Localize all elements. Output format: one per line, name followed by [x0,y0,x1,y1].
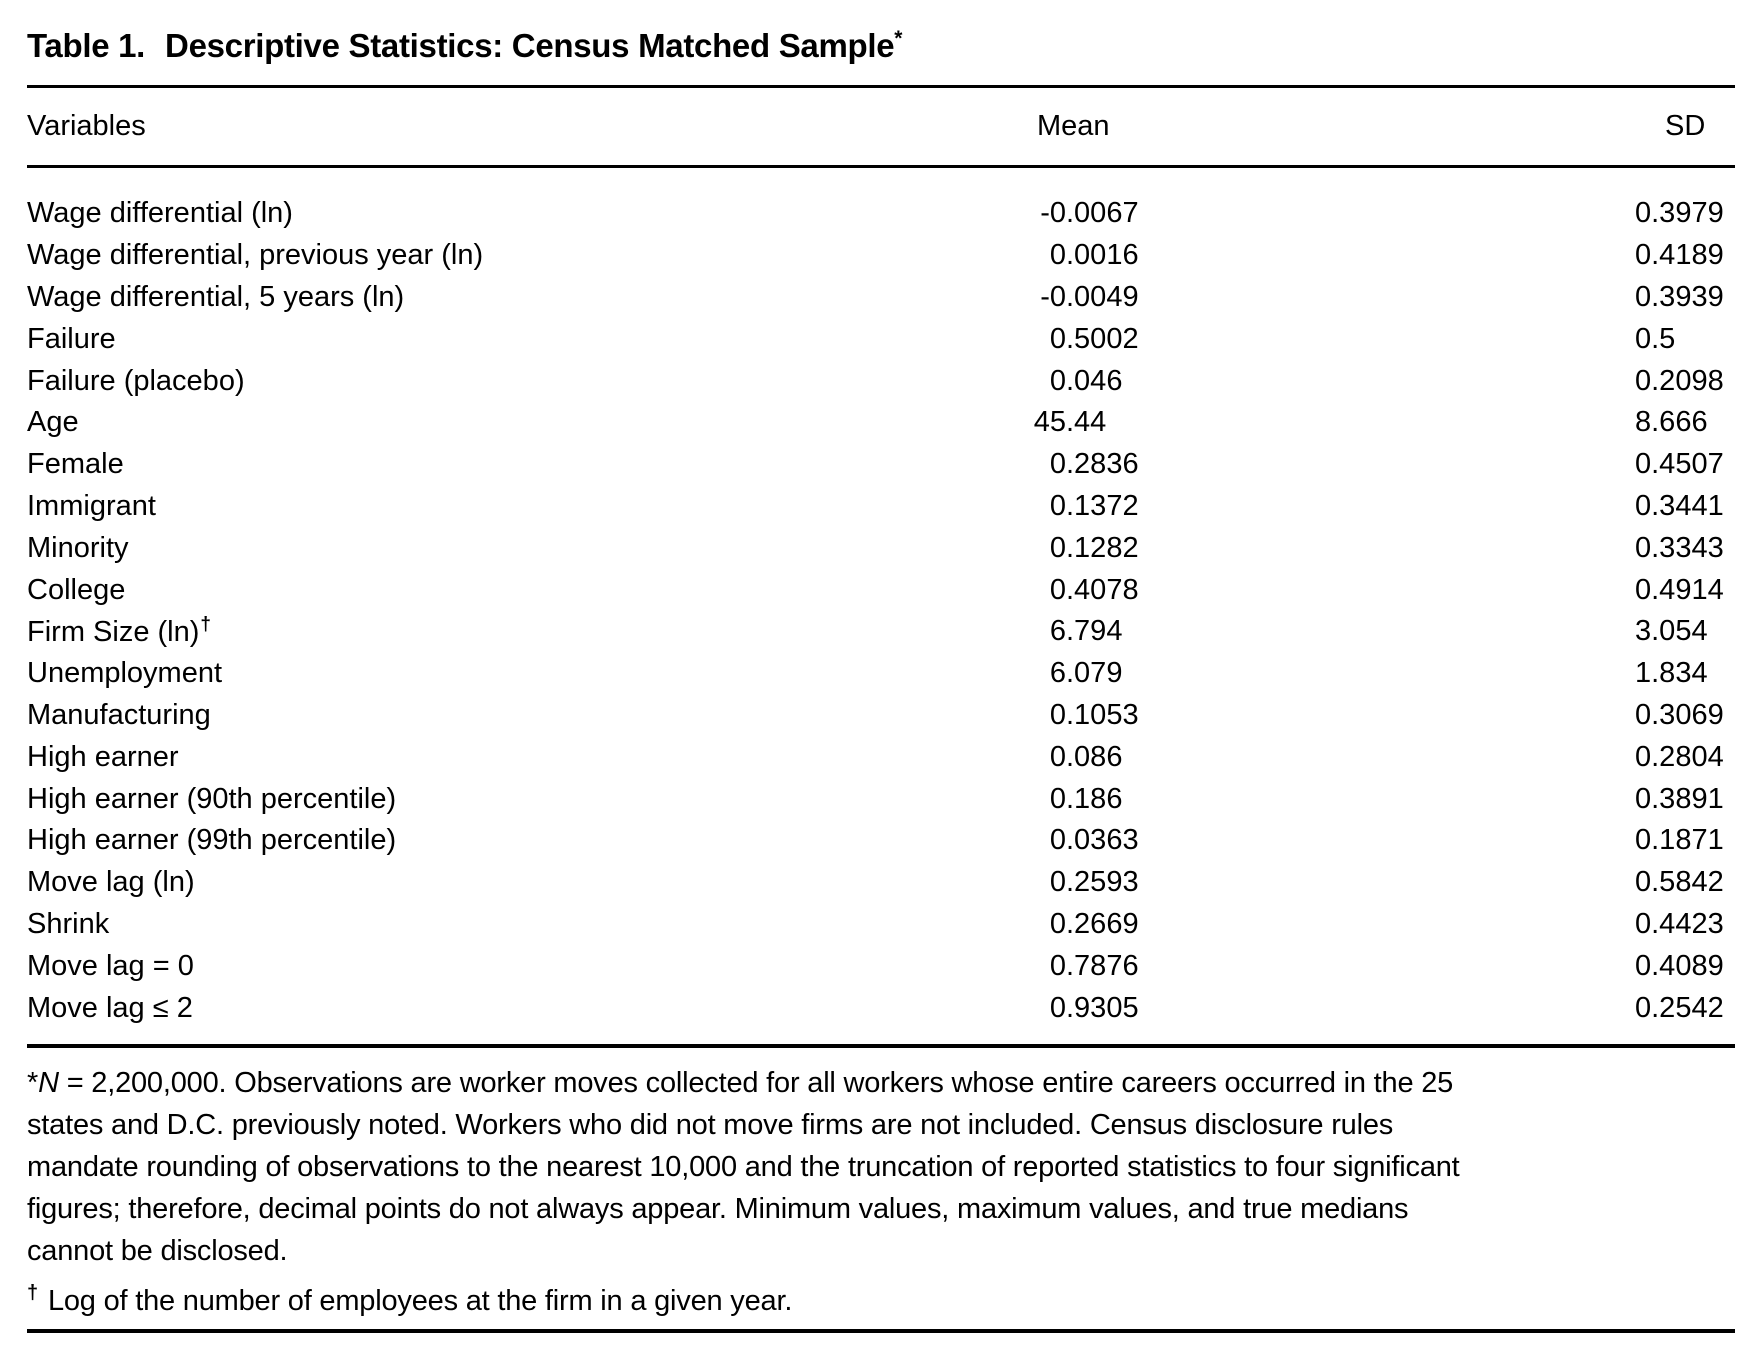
dagger-footnote-marker: † [200,614,211,636]
dagger-footnote [27,1272,1735,1322]
sd-value: 0.3069 [1635,698,1724,731]
table-row [27,569,1735,611]
table-row [27,945,1735,987]
mean-integer-part: 0 [1049,782,1066,815]
table-row [27,862,1735,904]
mean-integer-part: 0 [1049,322,1066,355]
mean-value [956,365,1635,398]
footnote-line: figures; therefore, decimal points do not always appear. Minimum values, maximum values, and true medians [27,1192,1409,1225]
mean-value [956,406,1635,439]
variable-label: Wage differential, previous year (ln) [27,239,484,272]
sd-value: 0.4189 [1635,239,1724,272]
mean-value [956,950,1635,983]
sd-value: 0.4089 [1635,949,1724,982]
sd-value: 0.3891 [1635,782,1724,815]
variable-label: High earner [27,740,179,773]
table-row [27,527,1735,569]
table-row [27,360,1735,402]
variable-label: Wage differential (ln) [27,197,293,230]
mean-integer-part: 0 [1049,907,1066,940]
sd-value: 0.3979 [1635,197,1724,230]
asterisk-footnote-marker: * [894,27,903,50]
sd-value: 0.4423 [1635,907,1724,940]
mean-fraction-part: .2836 [1066,448,1139,481]
sd-value: 0.2804 [1635,740,1724,773]
variable-label: Female [27,448,124,481]
sd-value: 0.2542 [1635,991,1724,1024]
sd-value: 0.4914 [1635,573,1724,606]
sd-value: 0.4507 [1635,448,1724,481]
table-row [27,695,1735,737]
sample-size-variable: N [38,1066,59,1099]
variable-label: Move lag (ln) [27,866,195,899]
mean-integer-part: -0 [1040,280,1066,313]
table-row [27,235,1735,277]
mean-fraction-part: .0016 [1066,239,1139,272]
mean-value [956,615,1635,648]
mean-value [956,824,1635,857]
table-row [27,318,1735,360]
mean-integer-part: 0 [1049,364,1066,397]
mean-value [956,448,1635,481]
footnote-line: cannot be disclosed. [27,1234,288,1267]
table-bottom-rule [27,1044,1735,1048]
mean-value [956,908,1635,941]
footnote-line [27,1062,1735,1104]
sd-value: 0.1871 [1635,824,1724,857]
mean-integer-part: 45 [1033,406,1066,439]
mean-fraction-part: .794 [1066,615,1123,648]
mean-value [956,532,1635,565]
table-body [27,193,1735,1029]
sd-value: 0.3939 [1635,280,1724,313]
variable-label: High earner (99th percentile) [27,824,397,857]
table-row [27,486,1735,528]
mean-value [956,490,1635,523]
mean-fraction-part: .5002 [1066,322,1139,355]
mean-fraction-part: .0067 [1066,197,1139,230]
table-row [27,402,1735,444]
mean-value [956,239,1635,272]
table-row [27,904,1735,946]
sd-value: 0.2098 [1635,364,1724,397]
mean-fraction-part: .086 [1066,740,1123,773]
mean-value [956,992,1635,1025]
variable-label: Shrink [27,907,110,940]
mean-fraction-part: .2593 [1066,866,1139,899]
table-row [27,653,1735,695]
mean-integer-part: 0 [1049,949,1066,982]
table-row [27,193,1735,235]
mean-value [956,699,1635,732]
mean-integer-part: 0 [1049,489,1066,522]
column-header-sd: SD [1665,110,1706,142]
sd-value: 3.054 [1635,615,1708,648]
mean-fraction-part: .1372 [1066,489,1139,522]
mean-value [956,741,1635,774]
footnote-line: states and D.C. previously noted. Workers who did not move firms are not included. Census disclosure rules [27,1108,1394,1141]
header-rule [27,165,1735,168]
mean-fraction-part: .1053 [1066,698,1139,731]
table-row [27,778,1735,820]
table-row [27,820,1735,862]
sd-value: 0.3343 [1635,531,1724,564]
asterisk-footnote-marker: * [27,1066,39,1099]
mean-integer-part: 0 [1049,573,1066,606]
dagger-footnote-marker: † [27,1281,38,1304]
column-header-mean: Mean [1037,110,1110,142]
mean-integer-part: -0 [1040,197,1066,230]
mean-fraction-part: .1282 [1066,531,1139,564]
variable-label: Move lag ≤ 2 [27,991,193,1024]
mean-value [956,866,1635,899]
mean-fraction-part: .9305 [1066,991,1139,1024]
mean-fraction-part: .0363 [1066,824,1139,857]
mean-fraction-part: .046 [1066,364,1123,397]
column-header-variables: Variables [27,110,146,142]
mean-fraction-part: .186 [1066,782,1123,815]
mean-value [956,281,1635,314]
table-number-label: Table 1. [27,27,146,64]
table-title [27,0,1735,70]
table-row [27,444,1735,486]
table-row [27,987,1735,1029]
mean-integer-part: 6 [1049,657,1066,690]
dagger-footnote-text: Log of the number of employees at the firm in a given year. [47,1284,793,1317]
mean-value [956,783,1635,816]
variable-label: Manufacturing [27,698,211,731]
variable-label: Firm Size (ln)† [27,614,211,649]
page-bottom-rule [27,1329,1735,1333]
variable-label: Immigrant [27,489,156,522]
variable-label: College [27,573,126,606]
footnote-line: mandate rounding of observations to the nearest 10,000 and the truncation of reported statistics to four significant [27,1150,1460,1183]
mean-value [956,197,1635,230]
sd-value: 0.5842 [1635,866,1724,899]
variable-label: Move lag = 0 [27,949,194,982]
mean-integer-part: 0 [1049,239,1066,272]
mean-value [956,657,1635,690]
variable-label: Age [27,406,79,439]
variable-label: Wage differential, 5 years (ln) [27,280,405,313]
mean-integer-part: 0 [1049,991,1066,1024]
sd-value: 1.834 [1635,657,1708,690]
mean-fraction-part: .2669 [1066,907,1139,940]
mean-integer-part: 6 [1049,615,1066,648]
sd-value: 0.5 [1635,322,1676,355]
footnotes [27,1062,1735,1322]
table-row [27,277,1735,319]
mean-integer-part: 0 [1049,448,1066,481]
mean-integer-part: 0 [1049,698,1066,731]
column-header-row [27,88,1735,165]
sd-value: 8.666 [1635,406,1708,439]
mean-integer-part: 0 [1049,866,1066,899]
mean-fraction-part: .7876 [1066,949,1139,982]
mean-value [956,323,1635,356]
mean-integer-part: 0 [1049,824,1066,857]
variable-label: High earner (90th percentile) [27,782,397,815]
mean-fraction-part: .079 [1066,657,1123,690]
variable-label: Unemployment [27,657,223,690]
variable-label: Failure (placebo) [27,364,245,397]
mean-integer-part: 0 [1049,740,1066,773]
table-row [27,611,1735,653]
variable-label: Failure [27,322,116,355]
footnote-text: = 2,200,000. Observations are worker moves collected for all workers whose entire careers occurred in the 25 [58,1066,1454,1099]
mean-value [956,574,1635,607]
table-title-text: Descriptive Statistics: Census Matched Sample [165,27,895,64]
mean-fraction-part: .4078 [1066,573,1139,606]
mean-fraction-part: .0049 [1066,280,1139,313]
mean-fraction-part: .44 [1066,406,1107,439]
variable-label: Minority [27,531,129,564]
mean-integer-part: 0 [1049,531,1066,564]
table-row [27,736,1735,778]
sd-value: 0.3441 [1635,489,1724,522]
